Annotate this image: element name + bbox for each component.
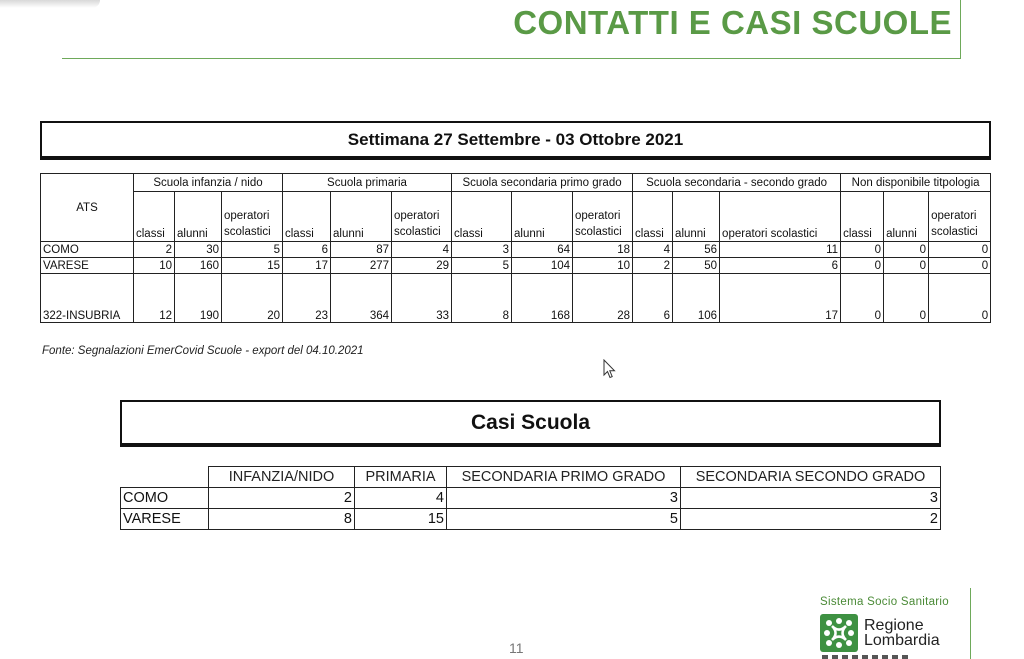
ats-header: ATS [41, 174, 134, 242]
logo-divider [970, 588, 971, 659]
casi-header: SECONDARIA PRIMO GRADO [447, 467, 681, 488]
cell: 2 [633, 258, 673, 274]
cell: 17 [283, 258, 331, 274]
cell: 4 [392, 242, 452, 258]
cell: 29 [392, 258, 452, 274]
title-underline [62, 58, 960, 59]
sub-header: alunni [331, 192, 392, 242]
cell: 2 [134, 242, 175, 258]
cell: 0 [929, 274, 991, 323]
group-header: Scuola infanzia / nido [134, 174, 283, 192]
row-label: 322-INSUBRIA [41, 274, 134, 323]
cell: 56 [673, 242, 720, 258]
cell: 6 [283, 242, 331, 258]
group-header: Scuola secondaria primo grado [452, 174, 633, 192]
logo-line: Lombardia [864, 632, 940, 649]
casi-table [120, 466, 941, 530]
sub-header: operatori scolastici [222, 192, 283, 242]
group-header: Non disponibile titpologia [841, 174, 991, 192]
cell: 64 [512, 242, 573, 258]
cell: 6 [720, 258, 841, 274]
logo-cut-off-text [822, 654, 912, 659]
cell: 11 [720, 242, 841, 258]
cell: 2 [209, 488, 355, 509]
mouse-cursor-icon [603, 359, 617, 379]
table-sub-header-row [41, 192, 991, 242]
cell: 23 [283, 274, 331, 323]
cell: 0 [841, 274, 884, 323]
casi-title: Casi Scuola [470, 410, 591, 434]
regione-logo [820, 596, 970, 652]
casi-header: INFANZIA/NIDO [209, 467, 355, 488]
cell: 0 [929, 242, 991, 258]
sub-header: classi [283, 192, 331, 242]
title-vertical-line [960, 0, 961, 59]
cell: 5 [452, 258, 512, 274]
page-number: 11 [509, 640, 524, 656]
cell: 87 [331, 242, 392, 258]
cell: 0 [884, 274, 929, 323]
cell: 33 [392, 274, 452, 323]
rosa-camuna-icon [820, 614, 858, 652]
sub-header: operatori scolastici [392, 192, 452, 242]
sub-header: alunni [673, 192, 720, 242]
cell: 190 [175, 274, 222, 323]
cell: 2 [681, 509, 941, 530]
sub-header: alunni [884, 192, 929, 242]
table-row [121, 488, 941, 509]
row-label: VARESE [41, 258, 134, 274]
table-row [41, 242, 991, 258]
cell: 0 [884, 242, 929, 258]
page-title: CONTATTI E CASI SCUOLE [513, 4, 952, 41]
cell: 10 [573, 258, 633, 274]
row-label: VARESE [121, 509, 209, 530]
slide-shadow [0, 0, 100, 8]
cell: 17 [720, 274, 841, 323]
sub-header: classi [633, 192, 673, 242]
casi-banner [120, 400, 941, 445]
logo-wordmark [864, 618, 940, 648]
cell: 10 [134, 258, 175, 274]
cell: 8 [209, 509, 355, 530]
cell: 12 [134, 274, 175, 323]
table-group-header-row [41, 174, 991, 192]
group-header: Scuola secondaria - secondo grado [633, 174, 841, 192]
sub-header: classi [452, 192, 512, 242]
cell: 160 [175, 258, 222, 274]
cell: 168 [512, 274, 573, 323]
cell: 15 [222, 258, 283, 274]
cell: 28 [573, 274, 633, 323]
cell: 30 [175, 242, 222, 258]
cell: 6 [633, 274, 673, 323]
cell: 3 [681, 488, 941, 509]
source-note: Fonte: Segnalazioni EmerCovid Scuole - export del 04.10.2021 [42, 345, 364, 357]
cell: 0 [841, 258, 884, 274]
cell: 364 [331, 274, 392, 323]
sub-header: alunni [512, 192, 573, 242]
cell: 3 [447, 488, 681, 509]
logo-caption: Sistema Socio Sanitario [820, 596, 949, 608]
logo-line: Regione [864, 617, 924, 634]
casi-header: PRIMARIA [355, 467, 447, 488]
empty-corner [121, 467, 209, 488]
cell: 104 [512, 258, 573, 274]
casi-header-row [121, 467, 941, 488]
week-label: Settimana 27 Settembre - 03 Ottobre 2021 [347, 129, 684, 149]
cell: 0 [884, 258, 929, 274]
cell: 20 [222, 274, 283, 323]
cell: 0 [929, 258, 991, 274]
sub-header: classi [134, 192, 175, 242]
contacts-table [40, 173, 991, 323]
cell: 50 [673, 258, 720, 274]
row-label: COMO [41, 242, 134, 258]
cell: 3 [452, 242, 512, 258]
cell: 106 [673, 274, 720, 323]
cell: 4 [355, 488, 447, 509]
week-banner [40, 121, 991, 158]
cell: 4 [633, 242, 673, 258]
table-row [41, 258, 991, 274]
cell: 277 [331, 258, 392, 274]
casi-header: SECONDARIA SECONDO GRADO [681, 467, 941, 488]
sub-header: operatori scolastici [720, 192, 841, 242]
group-header: Scuola primaria [283, 174, 452, 192]
cell: 5 [447, 509, 681, 530]
sub-header: operatori scolastici [573, 192, 633, 242]
table-row [41, 274, 991, 323]
cell: 15 [355, 509, 447, 530]
table-row [121, 509, 941, 530]
cell: 18 [573, 242, 633, 258]
row-label: COMO [121, 488, 209, 509]
sub-header: operatori scolastici [929, 192, 991, 242]
sub-header: alunni [175, 192, 222, 242]
cell: 0 [841, 242, 884, 258]
sub-header: classi [841, 192, 884, 242]
cell: 8 [452, 274, 512, 323]
logo-row [820, 614, 970, 652]
cell: 5 [222, 242, 283, 258]
